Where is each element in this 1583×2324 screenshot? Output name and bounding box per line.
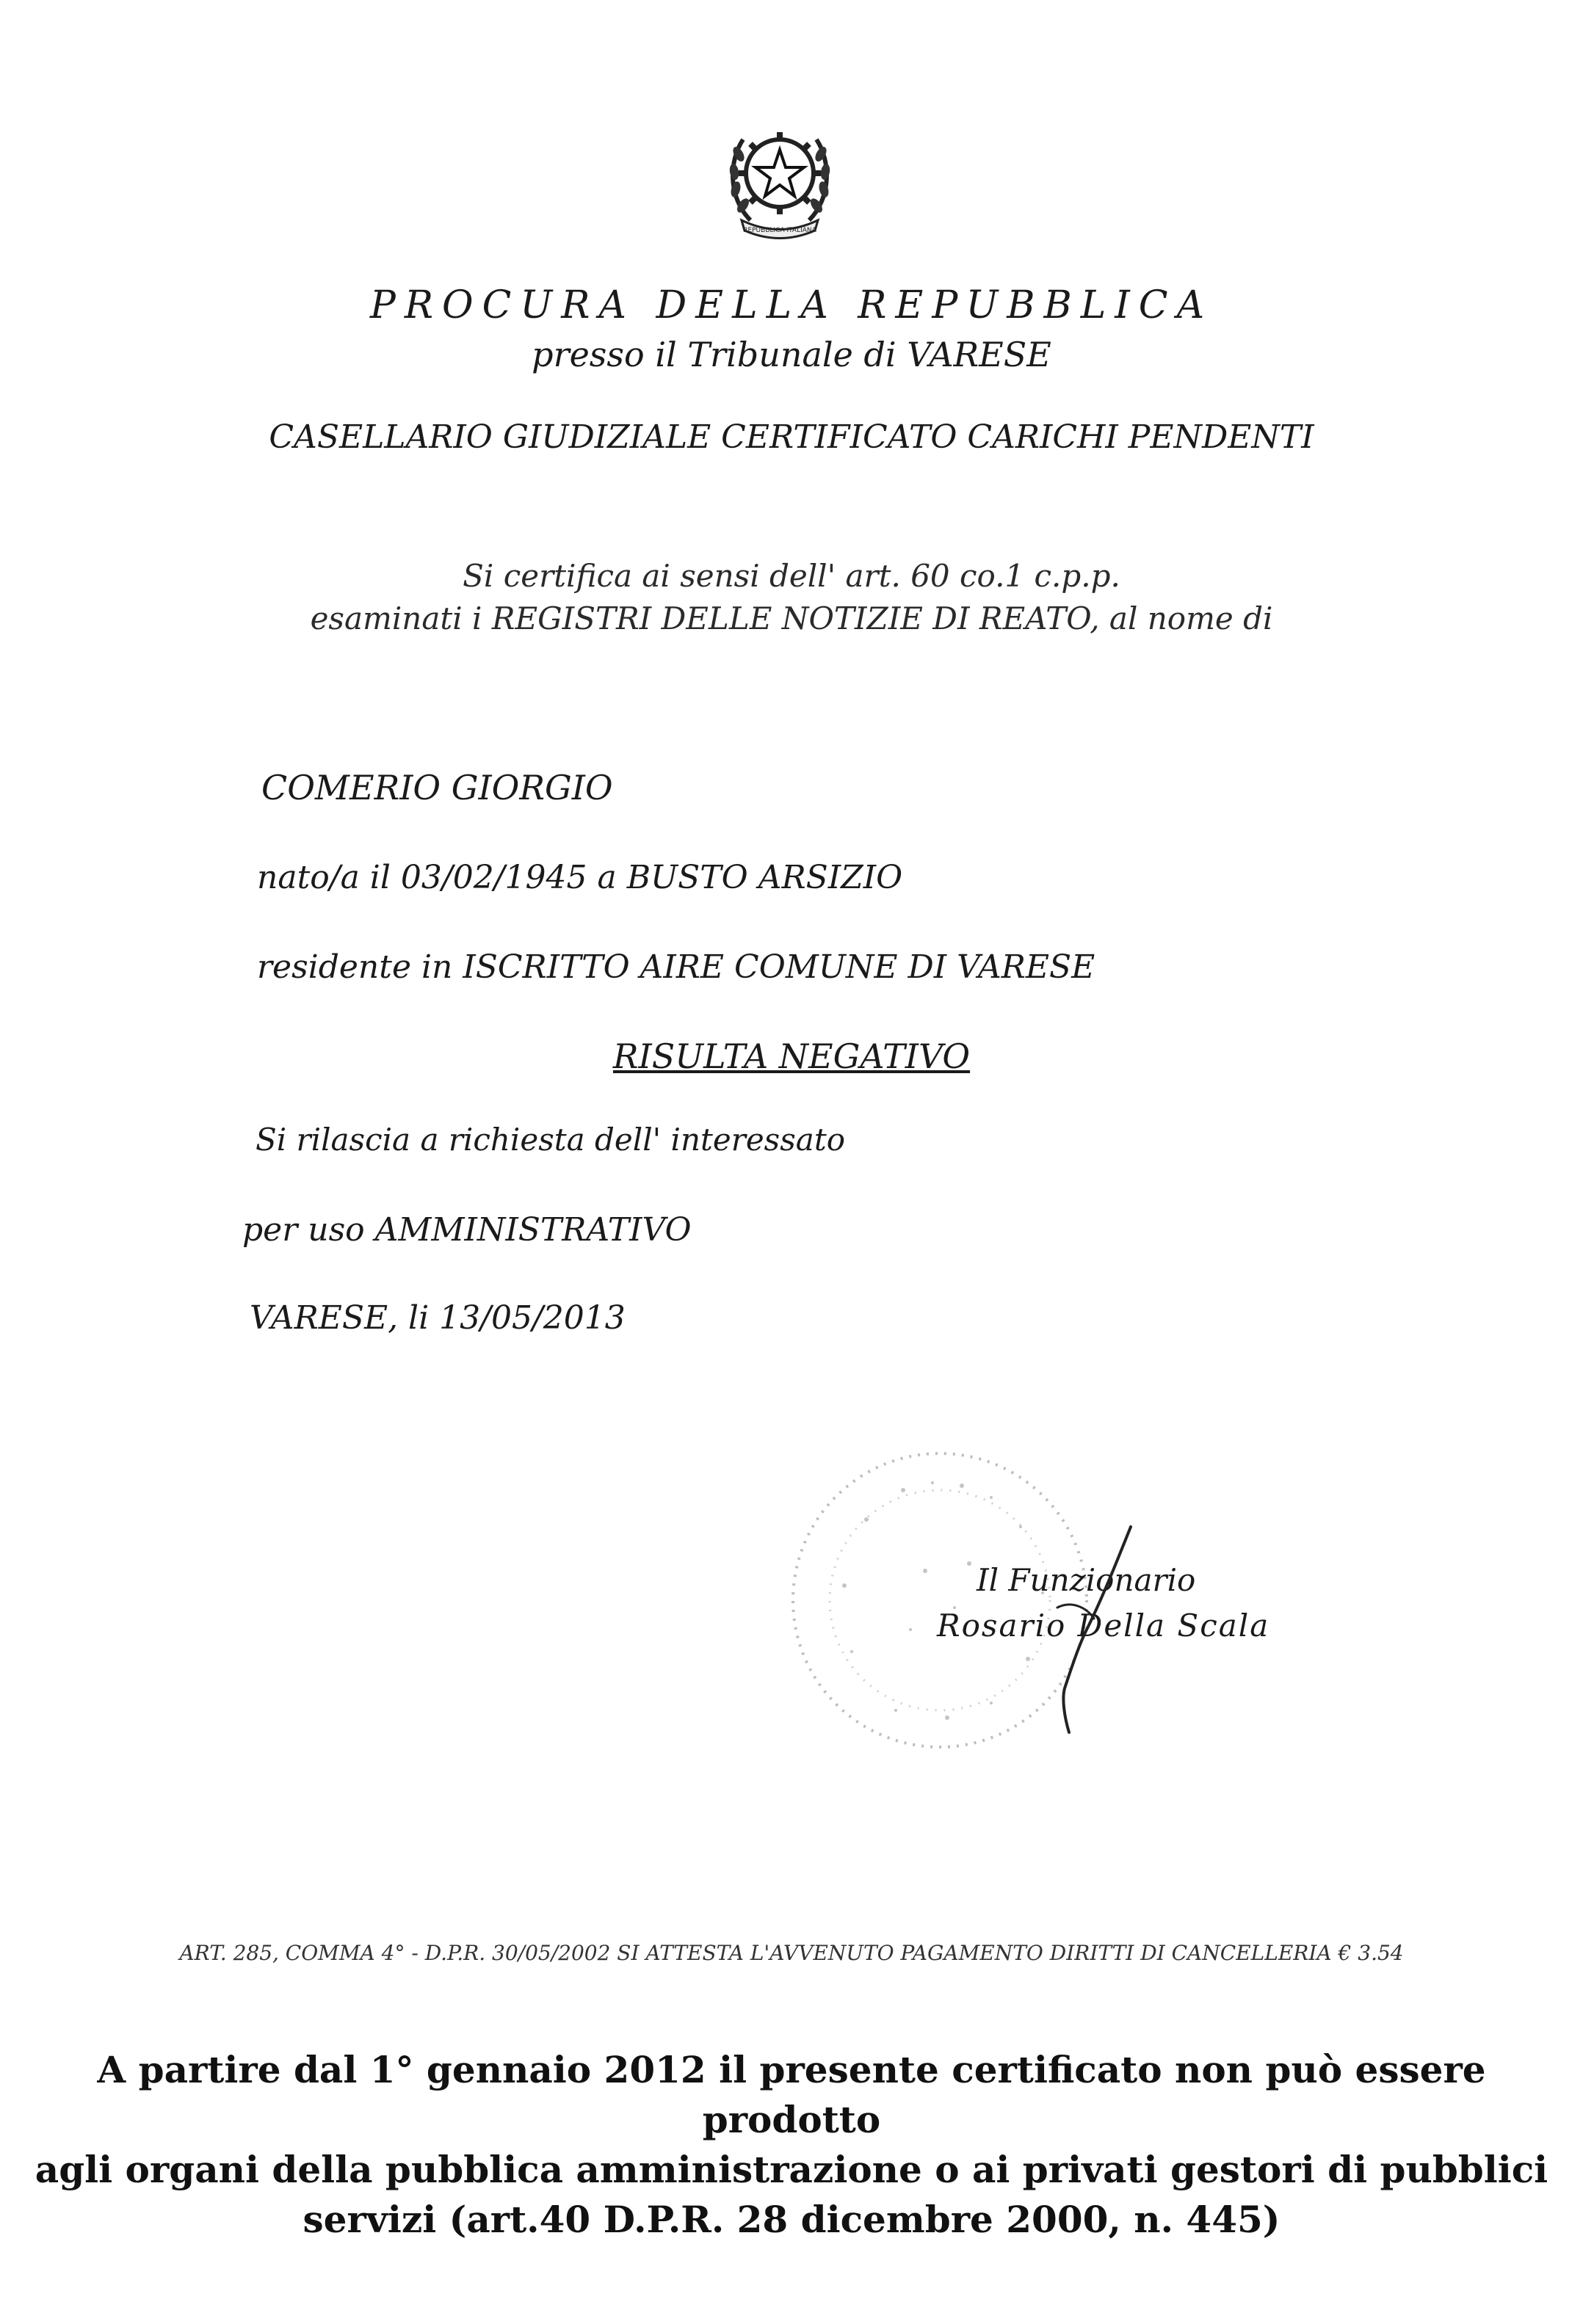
place-date: VARESE, li 13/05/2013: [250, 1299, 626, 1337]
signatory-name: Rosario Della Scala: [937, 1608, 1270, 1644]
italian-republic-emblem-icon: [721, 110, 838, 242]
validity-notice-line-3: servizi (art.40 D.P.R. 28 dicembre 2000, n. 445): [303, 2198, 1280, 2241]
svg-text:REPUBBLICA ITALIANA: REPUBBLICA ITALIANA: [743, 227, 816, 234]
validity-notice-line-2: agli organi della pubblica amministrazione o ai privati gestori di pubblici: [35, 2148, 1548, 2191]
office-subtitle: presso il Tribunale di VARESE: [532, 335, 1051, 374]
handwritten-signature-icon: [1013, 1519, 1160, 1740]
validity-notice-line-1: A partire dal 1° gennaio 2012 il presente certificato non può essere prodotto: [97, 2048, 1486, 2141]
certification-line-2: esaminati i REGISTRI DELLE NOTIZIE DI REATO, al nome di: [310, 600, 1273, 636]
subject-birth: nato/a il 03/02/1945 a BUSTO ARSIZIO: [257, 859, 903, 896]
subject-residence: residente in ISCRITTO AIRE COMUNE DI VARESE: [257, 948, 1095, 986]
subject-name: COMERIO GIORGIO: [261, 768, 613, 807]
signatory-role: Il Funzionario: [977, 1562, 1196, 1598]
release-statement: Si rilascia a richiesta dell' interessato: [256, 1122, 845, 1158]
office-title: PROCURA DELLA REPUBBLICA: [369, 283, 1214, 327]
usage-statement: per uso AMMINISTRATIVO: [242, 1211, 692, 1249]
certification-line-1: Si certifica ai sensi dell' art. 60 co.1 c.p.p.: [463, 558, 1120, 594]
result-statement: RISULTA NEGATIVO: [612, 1036, 971, 1076]
fee-notice: ART. 285, COMMA 4° - D.P.R. 30/05/2002 SI ATTESTA L'AVVENUTO PAGAMENTO DIRITTI DI CANCELLERIA € 3.54: [179, 1941, 1404, 1965]
validity-notice: [29, 2045, 1554, 2245]
document-heading: CASELLARIO GIUDIZIALE CERTIFICATO CARICHI PENDENTI: [269, 418, 1314, 456]
